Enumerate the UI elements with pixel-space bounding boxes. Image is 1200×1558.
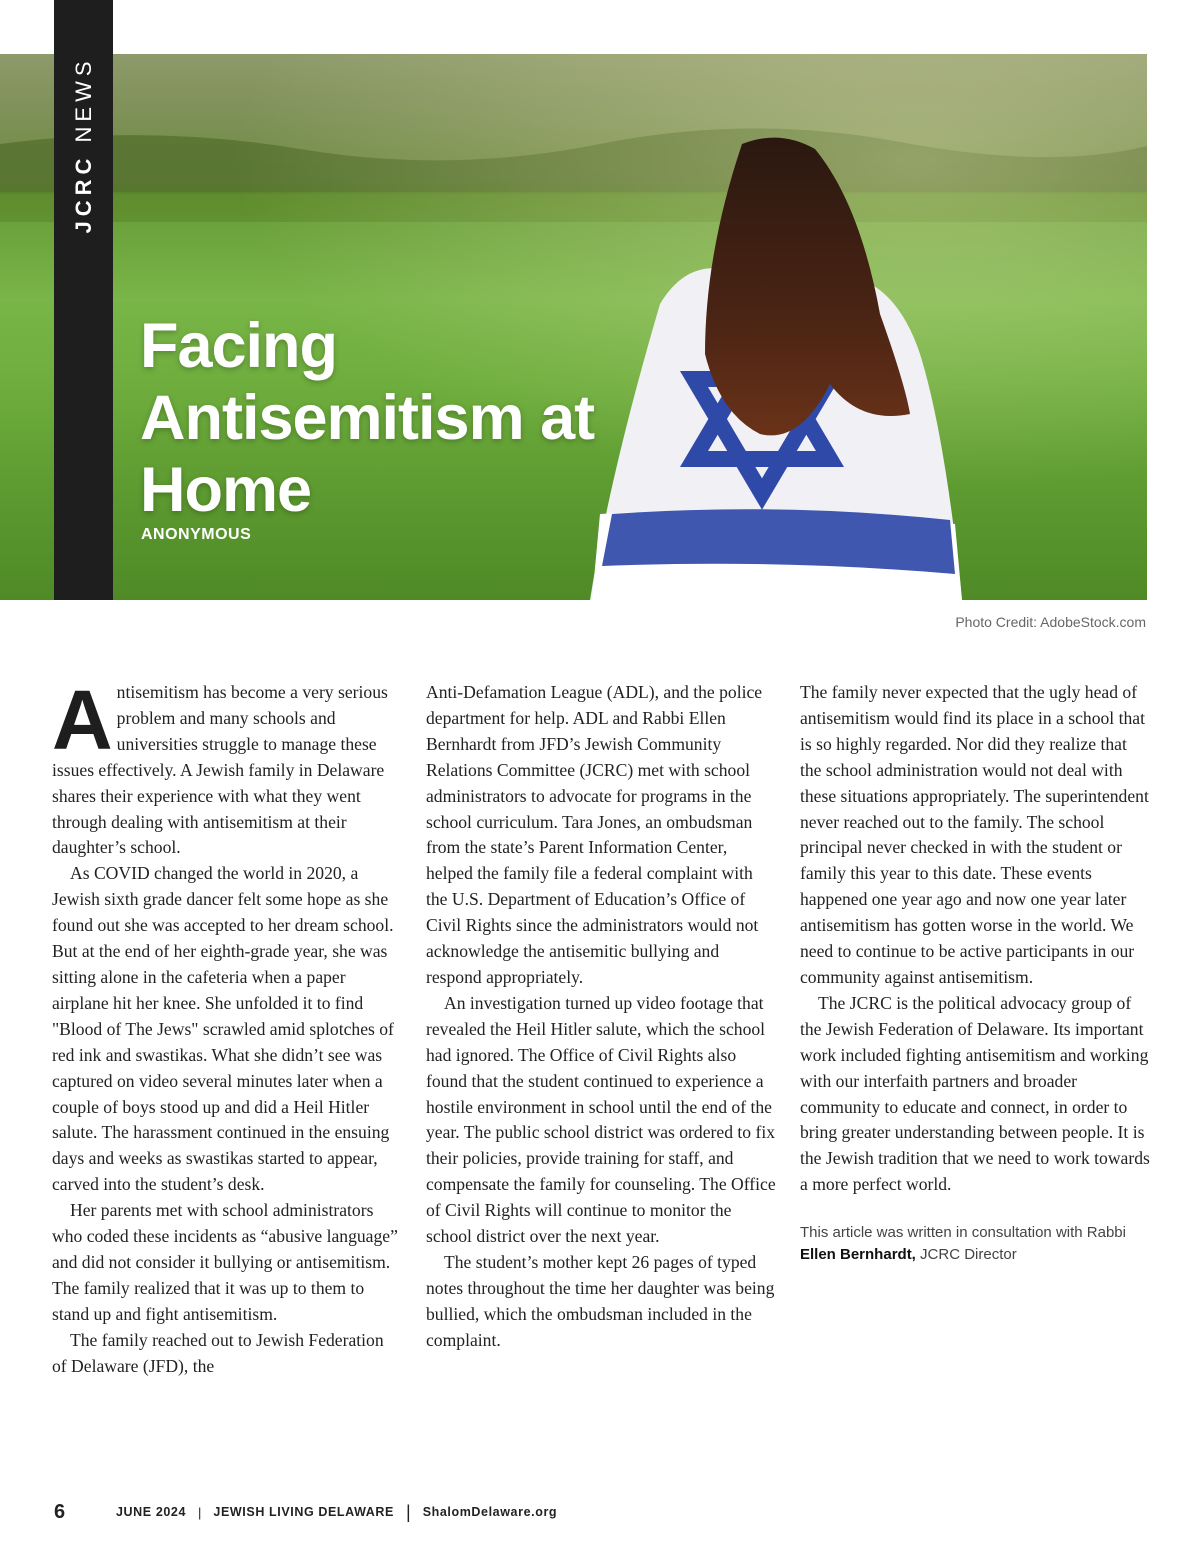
- paragraph-text: ntisemitism has become a very serious problem and many schools and universities struggle to manage these issues effectively. A Jewish family in Delaware shares their experience with what they went through dealing with antisemitism at their daughter’s school.: [52, 682, 388, 858]
- section-label: [71, 56, 97, 233]
- article-title: Facing Antisemitism at Home: [140, 311, 595, 525]
- paragraph: Anti-Defamation League (ADL), and the police department for help. ADL and Rabbi Ellen Bernhardt from JFD’s Jewish Community Relations Committee (JCRC) met with school administrators to advocate for programs in the school curriculum. Tara Jones, an ombudsman from the state’s Parent Information Center, helped the family file a federal complaint with the U.S. Department of Education’s Office of Civil Rights since the administrators would not acknowledge the antisemitic bullying and respond appropriately.: [426, 682, 763, 987]
- paragraph: The family never expected that the ugly head of antisemitism would find its place in a school that is so highly regarded. Nor did they realize that the school administration would not deal with these situations appropriately. The superintendent never reached out to the family. The school principal never checked in with the student or family this year to this date. These events happened one year ago and now one year later antisemitism has gotten worse in the world. We need to continue to be active participants in our community against antisemitism.: [800, 682, 1149, 987]
- author-note: [800, 1222, 1150, 1266]
- paragraph: [52, 673, 402, 861]
- paragraph: The family reached out to Jewish Federation of Delaware (JFD), the: [52, 1329, 384, 1376]
- column-1: [52, 673, 402, 1379]
- article-body: [52, 673, 1150, 1460]
- section-label-bold: JCRC: [71, 153, 96, 234]
- column-3: [800, 680, 1150, 1266]
- paragraph: An investigation turned up video footage that revealed the Heil Hitler salute, which the school had ignored. The Office of Civil Rights also found that the student continued to experience a hostile environment in school until the end of the year. The public school district was ordered to fix their policies, provide training for staff, and compensate the family for counseling. The Office of Civil Rights will continue to monitor the school district over the next year.: [426, 992, 776, 1247]
- publication-name: JEWISH LIVING DELAWARE: [213, 1505, 394, 1519]
- author-note-name: Ellen Bernhardt,: [800, 1246, 916, 1264]
- paragraph: Her parents met with school administrators who coded these incidents as “abusive language” and did not consider it bullying or antisemitism. The family realized that it was up to them to stand up and fight antisemitism.: [52, 1200, 398, 1324]
- paragraph: The student’s mother kept 26 pages of typed notes throughout the time her daughter was being bullied, which the ombudsman included in the complaint.: [426, 1251, 775, 1350]
- website-link[interactable]: ShalomDelaware.org: [422, 1505, 558, 1519]
- article-byline: ANONYMOUS: [141, 526, 252, 543]
- author-note-suffix: JCRC Director: [915, 1246, 1017, 1264]
- page-number: 6: [54, 1500, 66, 1523]
- footer-separator: |: [198, 1504, 202, 1520]
- section-label-light: NEWS: [71, 56, 96, 143]
- drop-cap: A: [52, 673, 113, 767]
- paragraph: The JCRC is the political advocacy group of the Jewish Federation of Delaware. Its important work included fighting antisemitism and working with our interfaith partners and broader community to educate and connect, in order to bring greater understanding between people. It is the Jewish tradition that we need to work towards a more perfect world.: [800, 992, 1150, 1195]
- author-note-prefix: This article was written in consultation with Rabbi: [800, 1224, 1126, 1242]
- footer-separator: |: [406, 1501, 411, 1522]
- page-footer: [54, 1500, 557, 1524]
- issue-date: JUNE 2024: [116, 1505, 187, 1519]
- paragraph: As COVID changed the world in 2020, a Jewish sixth grade dancer felt some hope as she found out she was accepted to her dream school. But at the end of her eighth-grade year, she was sitting alone in the cafeteria when a paper airplane hit her knee. She unfolded it to find "Blood of The Jews" scrawled amid splotches of red ink and swastikas. What she didn’t see was captured on video several minutes later when a couple of boys stood up and did a Heil Hitler salute. The harassment continued in the ensuing days and weeks as swastikas started to appear, carved into the student’s desk.: [52, 863, 394, 1195]
- column-2: [426, 680, 776, 1354]
- photo-credit: Photo Credit: AdobeStock.com: [955, 614, 1146, 630]
